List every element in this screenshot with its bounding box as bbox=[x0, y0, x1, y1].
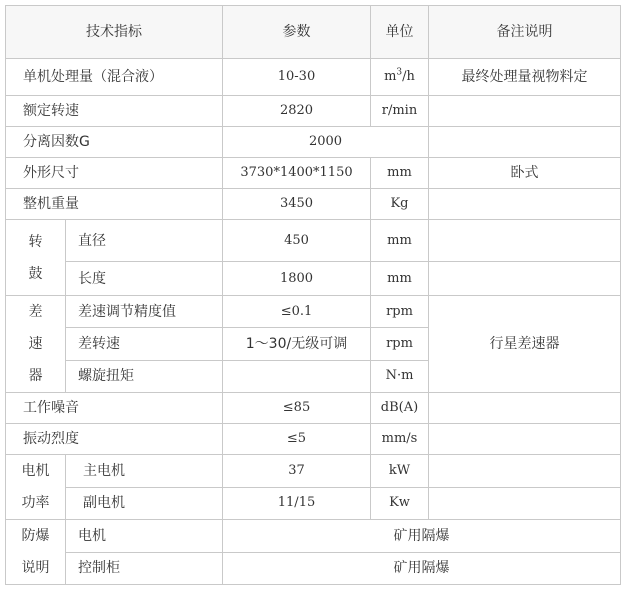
vibration-label: 振动烈度 bbox=[6, 424, 223, 455]
gforce-label: 分离因数G bbox=[6, 127, 223, 158]
main-motor-note bbox=[429, 455, 621, 488]
drum-group-label: 转 鼓 bbox=[6, 220, 66, 296]
header-note: 备注说明 bbox=[429, 6, 621, 59]
aux-motor-label: 副电机 bbox=[66, 487, 223, 520]
dims-unit: mm bbox=[371, 158, 429, 189]
vibration-value: ≤5 bbox=[223, 424, 371, 455]
torque-unit: N·m bbox=[371, 360, 429, 392]
explosion-group-label: 防爆 说明 bbox=[6, 520, 66, 585]
noise-value: ≤85 bbox=[223, 393, 371, 424]
header-spec: 技术指标 bbox=[6, 6, 223, 59]
table-row bbox=[6, 127, 621, 158]
noise-note bbox=[429, 393, 621, 424]
table-row bbox=[6, 158, 621, 189]
torque-label: 螺旋扭矩 bbox=[66, 360, 223, 392]
spec-table bbox=[5, 5, 621, 585]
header-unit: 单位 bbox=[371, 6, 429, 59]
main-motor-unit: kW bbox=[371, 455, 429, 488]
precision-label: 差速调节精度值 bbox=[66, 296, 223, 328]
dims-note: 卧式 bbox=[429, 158, 621, 189]
vibration-unit: mm/s bbox=[371, 424, 429, 455]
table-row bbox=[6, 262, 621, 296]
table-row bbox=[6, 59, 621, 96]
table-row bbox=[6, 552, 621, 585]
drum-length-value: 1800 bbox=[223, 262, 371, 296]
aux-motor-note bbox=[429, 487, 621, 520]
gforce-value: 2000 bbox=[223, 127, 429, 158]
table-row bbox=[6, 455, 621, 488]
dims-value: 3730*1400*1150 bbox=[223, 158, 371, 189]
speed-note bbox=[429, 96, 621, 127]
table-row bbox=[6, 296, 621, 328]
differential-note: 行星差速器 bbox=[429, 296, 621, 393]
main-motor-label: 主电机 bbox=[66, 455, 223, 488]
drum-diameter-unit: mm bbox=[371, 220, 429, 262]
precision-unit: rpm bbox=[371, 296, 429, 328]
drum-length-unit: mm bbox=[371, 262, 429, 296]
explosion-motor-label: 电机 bbox=[66, 520, 223, 553]
noise-unit: dB(A) bbox=[371, 393, 429, 424]
torque-value bbox=[223, 360, 371, 392]
capacity-unit: $m^3/h$ bbox=[371, 59, 429, 96]
explosion-cabinet-label: 控制柜 bbox=[66, 552, 223, 585]
speed-label: 额定转速 bbox=[6, 96, 223, 127]
explosion-motor-value: 矿用隔爆 bbox=[223, 520, 621, 553]
weight-label: 整机重量 bbox=[6, 189, 223, 220]
aux-motor-value: 11/15 bbox=[223, 487, 371, 520]
table-header-row bbox=[6, 6, 621, 59]
drum-diameter-value: 450 bbox=[223, 220, 371, 262]
weight-note bbox=[429, 189, 621, 220]
speed-unit: r/min bbox=[371, 96, 429, 127]
table-row bbox=[6, 189, 621, 220]
table-row bbox=[6, 220, 621, 262]
table-row bbox=[6, 393, 621, 424]
weight-value: 3450 bbox=[223, 189, 371, 220]
diff-speed-value: 1～30/无级可调 bbox=[223, 328, 371, 360]
explosion-cabinet-value: 矿用隔爆 bbox=[223, 552, 621, 585]
precision-value: ≤0.1 bbox=[223, 296, 371, 328]
capacity-label: 单机处理量（混合液） bbox=[6, 59, 223, 96]
motor-power-group-label: 电机 功率 bbox=[6, 455, 66, 520]
vibration-note bbox=[429, 424, 621, 455]
table-row bbox=[6, 96, 621, 127]
table-row bbox=[6, 487, 621, 520]
capacity-value: 10-30 bbox=[223, 59, 371, 96]
diff-speed-unit: rpm bbox=[371, 328, 429, 360]
differential-group-label: 差 速 器 bbox=[6, 296, 66, 393]
drum-diameter-label: 直径 bbox=[66, 220, 223, 262]
drum-length-note bbox=[429, 262, 621, 296]
drum-diameter-note bbox=[429, 220, 621, 262]
weight-unit: Kg bbox=[371, 189, 429, 220]
table-row bbox=[6, 424, 621, 455]
aux-motor-unit: Kw bbox=[371, 487, 429, 520]
capacity-note: 最终处理量视物料定 bbox=[429, 59, 621, 96]
gforce-note bbox=[429, 127, 621, 158]
noise-label: 工作噪音 bbox=[6, 393, 223, 424]
header-param: 参数 bbox=[223, 6, 371, 59]
table-row bbox=[6, 520, 621, 553]
speed-value: 2820 bbox=[223, 96, 371, 127]
dims-label: 外形尺寸 bbox=[6, 158, 223, 189]
diff-speed-label: 差转速 bbox=[66, 328, 223, 360]
drum-length-label: 长度 bbox=[66, 262, 223, 296]
main-motor-value: 37 bbox=[223, 455, 371, 488]
